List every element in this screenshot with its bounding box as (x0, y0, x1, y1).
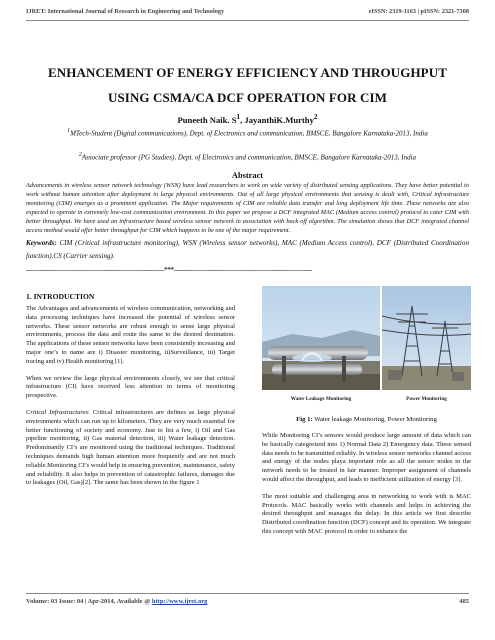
figure-1-caption-text: Water leakage Monitoring, Power Monitoring (312, 416, 437, 423)
left-column (26, 286, 235, 496)
intro-paragraph-3 (26, 409, 235, 488)
water-leakage-illustration (262, 286, 380, 404)
keywords-text: CIM (Critical infrastructure monitoring), WSN (Wireless sensor networks), MAC (Medium Access control), DCF (Distributed Coordination function).CS (Carrier sensing). (26, 239, 469, 260)
water-leakage-photo (262, 286, 380, 404)
page-number: 485 (459, 598, 469, 605)
running-header (26, 8, 469, 20)
intro-paragraph-2: When we review the large physical environments closely, we see that critical infrastructure (CI) have received less attention in terms of monitoring prospective. (26, 374, 235, 400)
page-footer (26, 598, 469, 605)
right-column (262, 432, 471, 545)
power-monitoring-label: Power Monitoring (406, 396, 447, 402)
keywords-label: Keywords: (26, 239, 57, 247)
keywords (26, 237, 469, 263)
intro-paragraph-1: The Advantages and advancements of wireless communication, networking and data processing techniques have increased the potential of wireless sensor networks. These sensor networks are robust enough to sense large physical environments, process the data and route the same to the desired destination. The applications of these sensor networks have been consistently increasing and major one’s to name are i) Disaster monitoring, ii)Surveillance, iii) Target tracing and iv) Health monitoring [1]. (26, 305, 235, 365)
right-paragraph-2: The most suitable and challenging area in networking to work with is MAC Protocols. MAC basically works with channels and helps in achieving the desired throughput and manages the delay. In this article we first describe Distributed coordination function (DCF) concept and its operation. We integrate this concept with MAC protocol in order to enhance the (262, 492, 471, 535)
title-line-2: USING CSMA/CA DCF OPERATION FOR CIM (107, 90, 388, 105)
affiliation-1 (26, 127, 469, 139)
affiliation-1-text: MTech-Student (Digital communications), Dept. of Electronics and communication, BMSCE, Bangalore Karnataka-2013, India (70, 129, 428, 138)
figure-1-caption-prefix: Fig 1: (296, 416, 313, 423)
figure-1-caption (262, 416, 471, 423)
author-list (26, 113, 469, 125)
section-heading-introduction: 1. INTRODUCTION (26, 292, 95, 301)
header-divider (26, 20, 469, 21)
journal-name: IJRET: International Journal of Research in Engineering and Technology (26, 8, 225, 15)
affiliation-1-sup: 1 (67, 128, 71, 134)
author-separator: , (240, 114, 245, 125)
power-monitoring-photo (382, 286, 471, 404)
journal-link[interactable]: http://www.ijret.org (151, 598, 208, 605)
author-1-sup: 1 (236, 113, 241, 121)
footer-volume (26, 598, 207, 605)
section-separator: --------------------------------------------------------------------***-------------------------------------------------------------------- (26, 266, 312, 274)
affiliation-2-sup: 2 (78, 152, 82, 158)
paper-title (26, 60, 469, 110)
power-monitoring-illustration (382, 286, 471, 404)
intro-paragraph-3-italic: Critical Infrastructures (26, 408, 89, 416)
abstract-heading: Abstract (231, 171, 264, 180)
water-leakage-label: Water Leakage Monitoring (290, 396, 352, 402)
author-2: JayanthiK.Murthy (244, 114, 314, 125)
affiliation-2 (26, 151, 469, 163)
right-paragraph-1: While Monitoring CI’s sensors would produce large amount of data which can be basically categorized into 1) Normal Data 2) Emergency data. These sensed data needs to be transmitted reliably. In wireless sensor networks channel access and energy of the nodes playa important role as all the sensor nodes in the network needs to be treated in fair manner. Improper assignment of channels would affect the throughput, and leads to inefficient utilization of energy [3]. (262, 432, 471, 483)
footer-volume-text: Volume: 03 Issue: 04 | Apr-2014, Available @ (26, 598, 152, 605)
intro-paragraph-3-text: : Critical infrastructures are defines as large physical environments which can run up to kilometers. They are very much essential for better functioning of society and economy. Just to list a few, i) Oil and Gas pipeline monitoring, ii) Gas material detection, iii) Water leakage detection. Predominantly CI’s are monitored using the traditional techniques. Traditional techniques demands high human attention more frequently and are not much reliable.Monitoring CI’s would help in ensuring prevention, maintenance, safety and reliability. It also helps in prevention of catastrophic failures, damages due to leakages (Oil, Gas)[2]. The same has been shown in the figure 1 (26, 408, 235, 487)
footer-divider (26, 593, 469, 594)
affiliation-2-text: Associate professor (PG Studies), Dept. of Electronics and communication, BMSCE, Bangalore Karnataka-2013, India (81, 153, 417, 162)
author-2-sup: 2 (313, 113, 318, 121)
figure-1 (262, 286, 471, 410)
abstract-text: Advancements in wireless sensor network technology (WSN) have lead researchers to work on wide variety of distributed sensing applications. They have better potential to work without human attention after deployment in large physical environments. Out of all large physical environments that sensing is dealt with, Critical infrastructure monitoring (CIM) emerges as a prominent application. The Major requirements of CIM are reliable data transfer and long deployment life time. These networks are also expected to operate in extremely low-cost communication environment. In this paper we propose a DCF integrated MAC (Medium access control) protocol to cater CIM with better throughput. We have used an infrastructure based wireless sensor network in association with back off algorithm. The simulation shows that DCF integrated channel access method would offer better throughput for CIM which happens to be one of the major requirement. (26, 182, 469, 235)
issn-info: eISSN: 2319-1163 | pISSN: 2321-7308 (368, 8, 469, 15)
author-1: Puneeth Naik. S (177, 114, 237, 125)
title-line-1: ENHANCEMENT OF ENERGY EFFICIENCY AND THROUGHPUT (48, 65, 447, 80)
